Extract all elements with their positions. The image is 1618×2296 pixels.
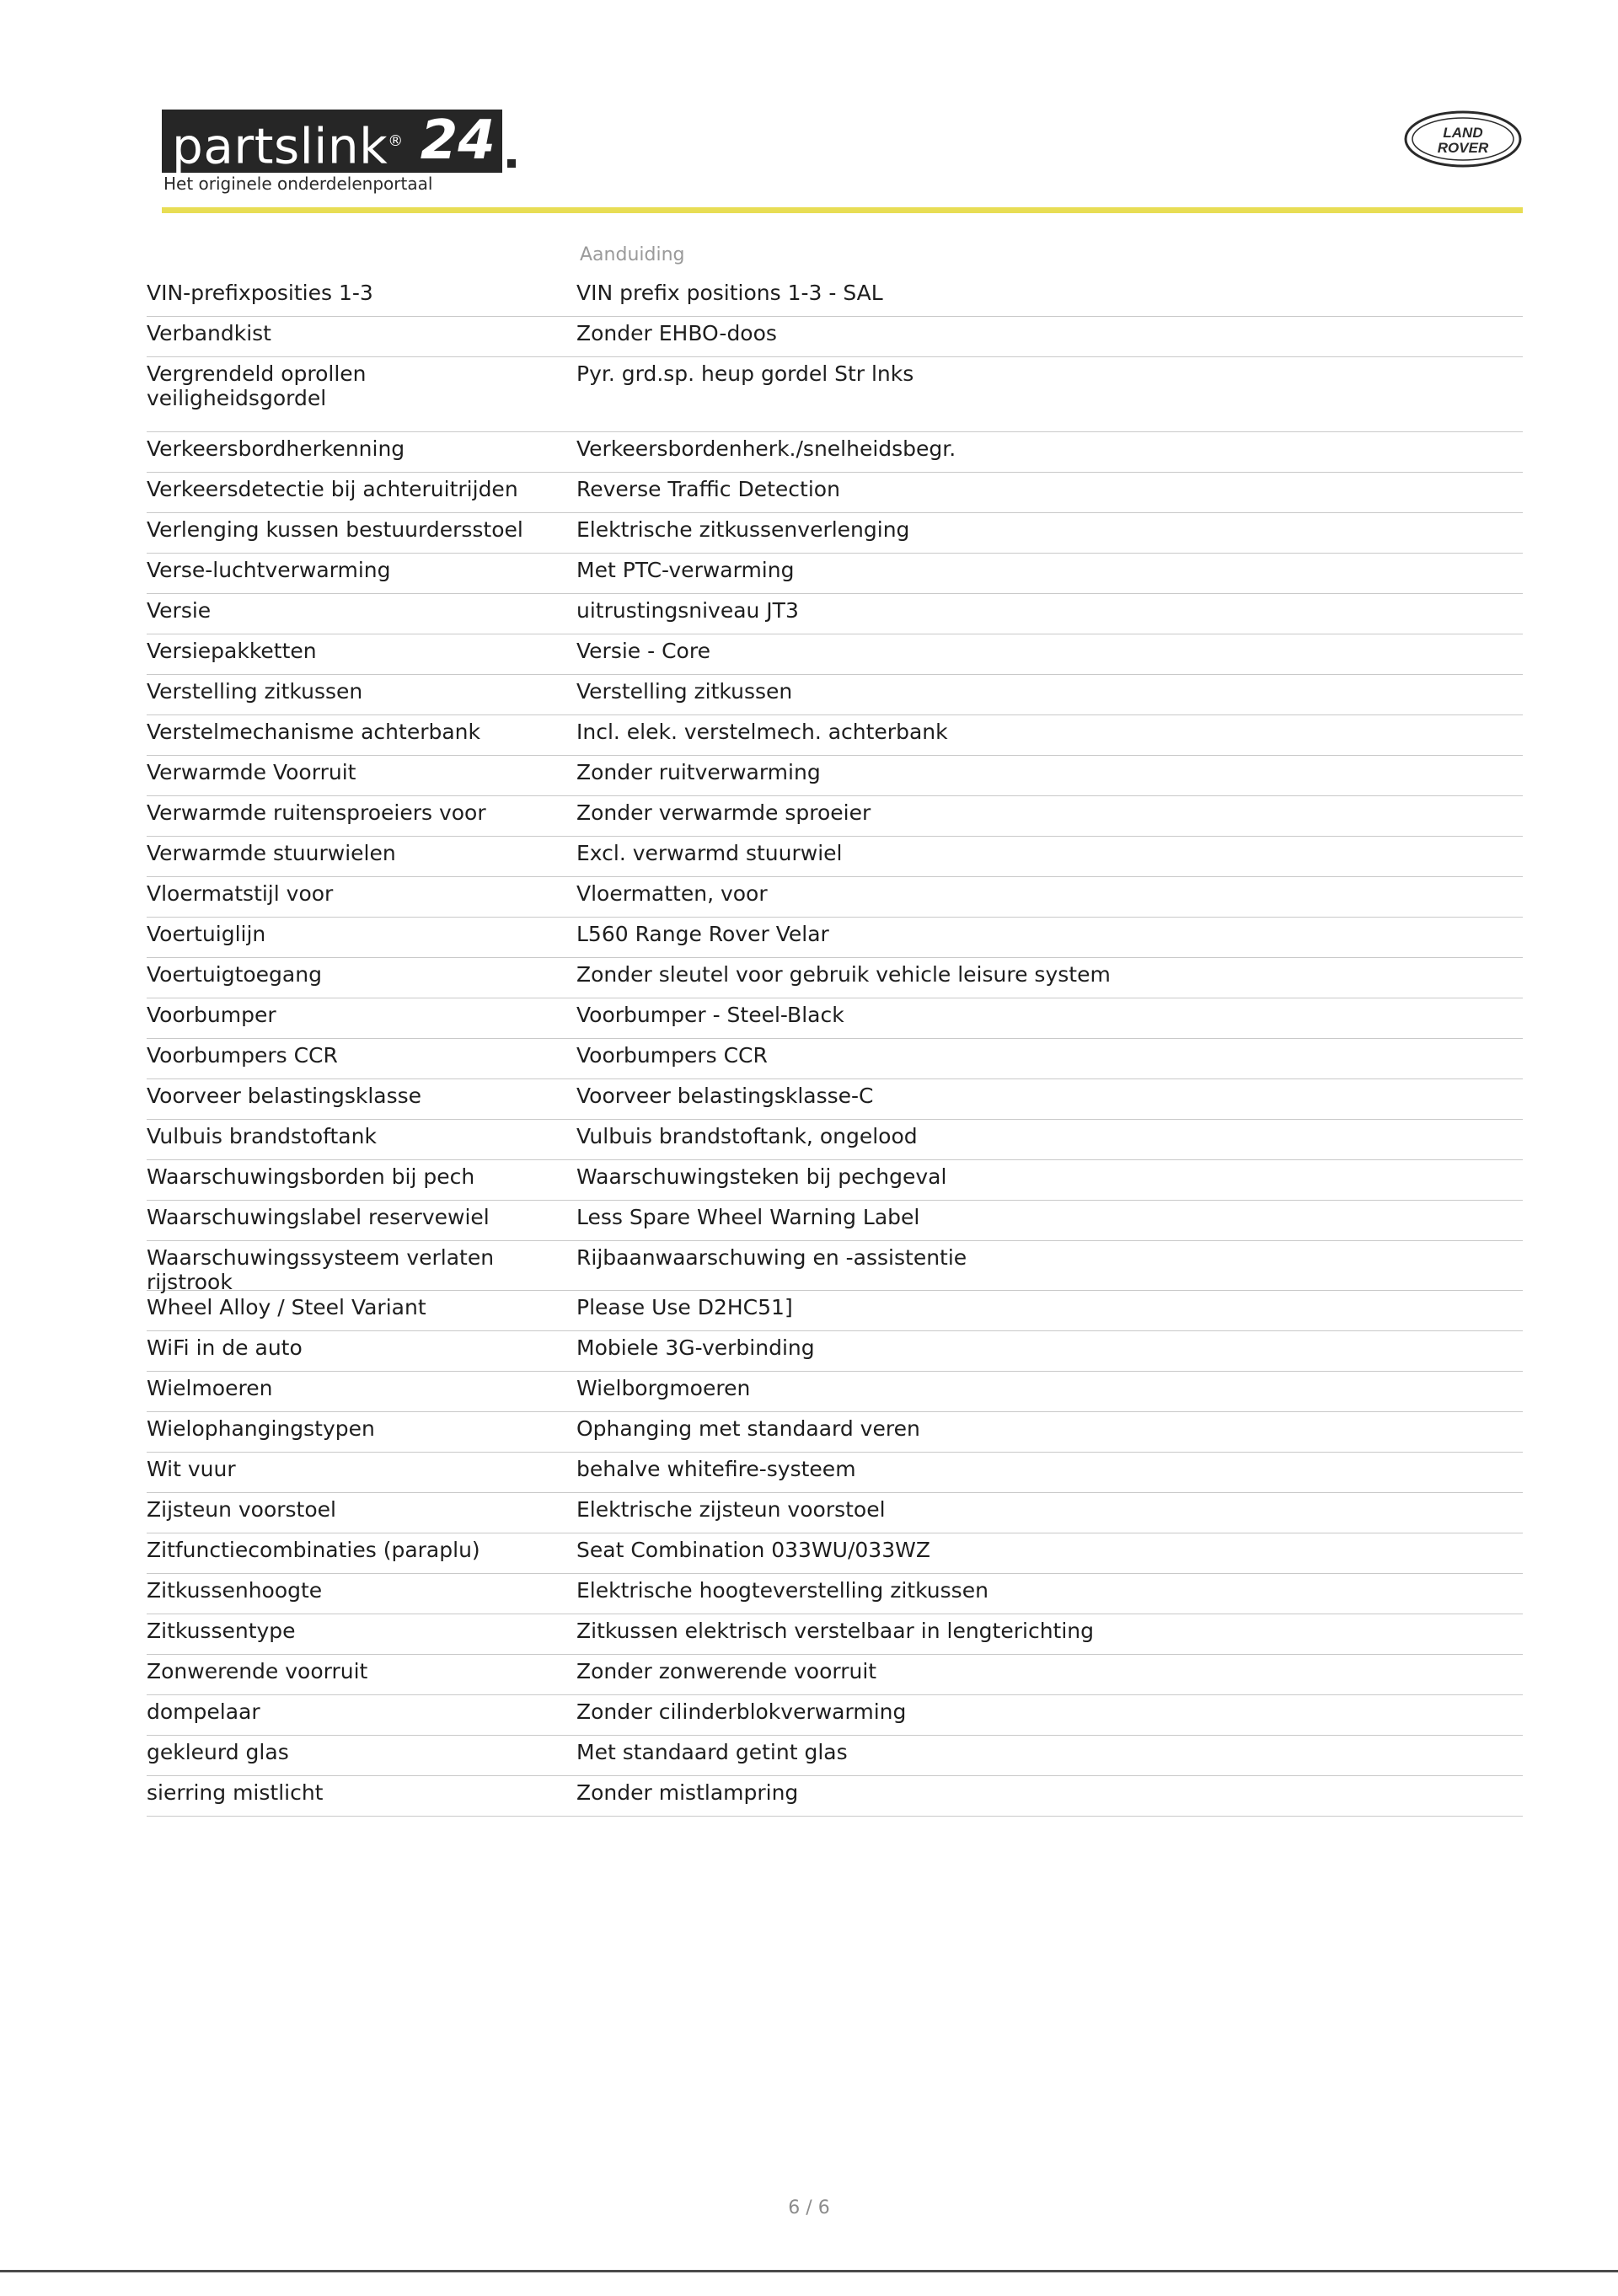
row-value: Less Spare Wheel Warning Label (576, 1205, 920, 1229)
row-label: VIN-prefixposities 1-3 (147, 281, 373, 305)
row-label: Voorveer belastingsklasse (147, 1084, 422, 1108)
row-label: Zitkussenhoogte (147, 1578, 323, 1603)
row-value: Please Use D2HC51] (576, 1295, 793, 1319)
row-value: Ophanging met standaard veren (576, 1416, 920, 1441)
row-label: Verbandkist (147, 321, 271, 345)
row-value: Zonder sleutel voor gebruik vehicle leisure system (576, 962, 1111, 987)
row-value: Verkeersbordenherk./snelheidsbegr. (576, 436, 956, 461)
page-number: 6 / 6 (788, 2197, 830, 2218)
row-value: Voorbumpers CCR (576, 1043, 768, 1068)
row-value: Incl. elek. verstelmech. achterbank (576, 720, 948, 744)
row-value: Wielborgmoeren (576, 1376, 751, 1400)
table-row (147, 594, 1523, 634)
table-row (147, 1079, 1523, 1120)
table-row (147, 877, 1523, 918)
row-label: WiFi in de auto (147, 1335, 303, 1360)
row-label: Waarschuwingslabel reservewiel (147, 1205, 490, 1229)
row-value: Verstelling zitkussen (576, 679, 793, 704)
table-row (147, 513, 1523, 554)
row-label: Zijsteun voorstoel (147, 1497, 336, 1522)
row-label: Verkeersdetectie bij achteruitrijden (147, 477, 518, 501)
row-label: Verkeersbordherkenning (147, 436, 405, 461)
table-row (147, 276, 1523, 317)
row-label: Verwarmde ruitensproeiers voor (147, 800, 486, 825)
row-value: Waarschuwingsteken bij pechgeval (576, 1164, 947, 1189)
row-value: Rijbaanwaarschuwing en -assistentie (576, 1245, 967, 1270)
row-value: Zonder ruitverwarming (576, 760, 821, 784)
table-row (147, 1453, 1523, 1493)
row-value: L560 Range Rover Velar (576, 922, 829, 946)
row-label: Vloermatstijl voor (147, 881, 334, 906)
table-row (147, 554, 1523, 594)
row-value: Voorveer belastingsklasse-C (576, 1084, 874, 1108)
table-row (147, 1160, 1523, 1201)
table-row (147, 1776, 1523, 1817)
row-label: Versie (147, 598, 212, 623)
row-value: Elektrische zijsteun voorstoel (576, 1497, 886, 1522)
table-row (147, 1695, 1523, 1736)
row-label: Zitfunctiecombinaties (paraplu) (147, 1538, 480, 1562)
table-row (147, 998, 1523, 1039)
partslink24-logo (162, 110, 516, 173)
row-value: Pyr. grd.sp. heup gordel Str lnks (576, 361, 914, 386)
table-row (147, 918, 1523, 958)
table-row (147, 675, 1523, 715)
row-label: dompelaar (147, 1699, 260, 1724)
table-row (147, 1372, 1523, 1412)
row-value: Zonder mistlampring (576, 1780, 799, 1805)
table-row (147, 1241, 1523, 1294)
row-label: Verstelmechanisme achterbank (147, 720, 480, 744)
row-value: Seat Combination 033WU/033WZ (576, 1538, 930, 1562)
row-label: Verstelling zitkussen (147, 679, 363, 704)
row-value: uitrustingsniveau JT3 (576, 598, 799, 623)
table-row (147, 756, 1523, 796)
row-label: Wielophangingstypen (147, 1416, 375, 1441)
table-row (147, 1533, 1523, 1574)
row-label: Wielmoeren (147, 1376, 273, 1400)
table-row (147, 715, 1523, 756)
row-value: Zonder zonwerende voorruit (576, 1659, 877, 1683)
bottom-border (0, 2270, 1618, 2272)
table-row (147, 1493, 1523, 1533)
row-label: Zonwerende voorruit (147, 1659, 368, 1683)
svg-text:ROVER: ROVER (1437, 140, 1489, 156)
table-row (147, 1614, 1523, 1655)
row-label: Voorbumpers CCR (147, 1043, 338, 1068)
table-row (147, 837, 1523, 877)
row-label: Zitkussentype (147, 1619, 296, 1643)
row-value: Zonder verwarmde sproeier (576, 800, 871, 825)
row-label: Waarschuwingssysteem verlaten rijstrook (147, 1245, 495, 1294)
row-value: Mobiele 3G-verbinding (576, 1335, 815, 1360)
row-value: Vulbuis brandstoftank, ongelood (576, 1124, 918, 1148)
row-label: Waarschuwingsborden bij pech (147, 1164, 475, 1189)
row-value: Met standaard getint glas (576, 1740, 848, 1764)
table-row (147, 357, 1523, 432)
row-label: Verse-luchtverwarming (147, 558, 391, 582)
table-row (147, 1574, 1523, 1614)
logo-number: 24 (417, 110, 502, 173)
row-value: Elektrische zitkussenverlenging (576, 517, 910, 542)
row-value: Versie - Core (576, 639, 710, 663)
table-row (147, 958, 1523, 998)
row-label: Verlenging kussen bestuurdersstoel (147, 517, 523, 542)
table-row (147, 1331, 1523, 1372)
row-value: Met PTC-verwarming (576, 558, 795, 582)
table-row (147, 432, 1523, 473)
row-value: Zonder cilinderblokverwarming (576, 1699, 907, 1724)
row-label: Versiepakketten (147, 639, 317, 663)
page-header (162, 110, 1523, 221)
table-row (147, 317, 1523, 357)
row-label: Vulbuis brandstoftank (147, 1124, 377, 1148)
table-row (147, 1655, 1523, 1695)
table-row (147, 796, 1523, 837)
table-row (147, 1291, 1523, 1331)
svg-text:LAND: LAND (1443, 125, 1483, 141)
row-value: Elektrische hoogteverstelling zitkussen (576, 1578, 988, 1603)
row-label: Voertuiglijn (147, 922, 266, 946)
row-label: Vergrendeld oprollen veiligheidsgordel (147, 361, 367, 410)
table-row (147, 1120, 1523, 1160)
row-value: Zonder EHBO-doos (576, 321, 777, 345)
logo-wordmark: partslink® (162, 110, 417, 173)
row-label: Verwarmde Voorruit (147, 760, 356, 784)
row-label: sierring mistlicht (147, 1780, 324, 1805)
table-row (147, 1736, 1523, 1776)
row-value: Zitkussen elektrisch verstelbaar in lengterichting (576, 1619, 1095, 1643)
land-rover-logo (1403, 110, 1523, 169)
table-row (147, 1412, 1523, 1453)
row-label: Voertuigtoegang (147, 962, 322, 987)
row-value: Excl. verwarmd stuurwiel (576, 841, 843, 865)
table-row (147, 634, 1523, 675)
row-label: Voorbumper (147, 1003, 276, 1027)
row-label: Wheel Alloy / Steel Variant (147, 1295, 426, 1319)
tagline: Het originele onderdelenportaal (163, 174, 433, 194)
row-label: Verwarmde stuurwielen (147, 841, 396, 865)
logo-dot (507, 159, 516, 168)
row-label: Wit vuur (147, 1457, 236, 1481)
specification-table (147, 276, 1523, 1817)
column-header-aanduiding: Aanduiding (580, 244, 685, 265)
table-row (147, 1201, 1523, 1241)
row-value: VIN prefix positions 1-3 - SAL (576, 281, 883, 305)
row-value: Reverse Traffic Detection (576, 477, 840, 501)
table-row (147, 473, 1523, 513)
table-row (147, 1039, 1523, 1079)
row-value: Voorbumper - Steel-Black (576, 1003, 844, 1027)
header-divider (162, 207, 1523, 213)
row-value: behalve whitefire-systeem (576, 1457, 856, 1481)
row-value: Vloermatten, voor (576, 881, 768, 906)
row-label: gekleurd glas (147, 1740, 289, 1764)
